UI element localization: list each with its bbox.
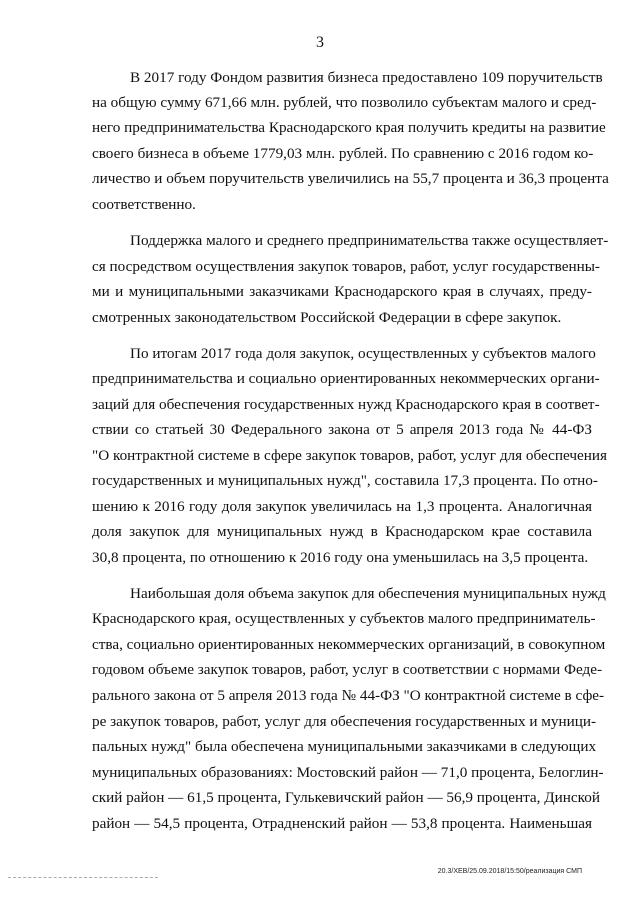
text-line: доля закупок для муниципальных нужд в Краснодарском крае составила — [92, 523, 592, 540]
text-line: ства, социально ориентированных некоммерческих организаций, в совокупном — [92, 636, 606, 653]
text-line: "О контрактной системе в сфере закупок товаров, работ, услуг для обеспечения — [92, 447, 608, 464]
scan-mark — [8, 877, 158, 880]
text-line: По итогам 2017 года доля закупок, осуществленных у субъектов малого — [130, 345, 596, 362]
text-line: своего бизнеса в объеме 1779,03 млн. рублей. По сравнению с 2016 годом ко- — [92, 145, 594, 162]
text-line: Краснодарского края, осуществленных у субъектов малого предприниматель- — [92, 610, 596, 627]
text-line: годовом объеме закупок товаров, работ, услуг в соответствии с нормами Феде- — [92, 661, 603, 678]
text-line: ми и муниципальными заказчиками Краснодарского края в случаях, преду- — [92, 283, 592, 300]
text-line: ре закупок товаров, работ, услуг для обеспечения государственных и муници- — [92, 713, 597, 730]
page-number: 3 — [316, 34, 324, 51]
text-line: В 2017 году Фондом развития бизнеса предоставлено 109 поручительств — [130, 69, 603, 86]
text-line: район — 54,5 процента, Отрадненский район — 53,8 процента. Наименьшая — [92, 815, 592, 832]
text-line: ский район — 61,5 процента, Гулькевичский район — 56,9 процента, Динской — [92, 789, 600, 806]
text-line: ся посредством осуществления закупок товаров, работ, услуг государственны- — [92, 258, 600, 275]
text-line: заций для обеспечения государственных нужд Краснодарского края в соответ- — [92, 396, 600, 413]
text-line: 30,8 процента, по отношению к 2016 году она уменьшилась на 3,5 процента. — [92, 549, 589, 566]
text-line: личество и объем поручительств увеличились на 55,7 процента и 36,3 процента — [92, 170, 609, 187]
text-line: государственных и муниципальных нужд", составила 17,3 процента. По отно- — [92, 472, 598, 489]
text-line: Наибольшая доля объема закупок для обеспечения муниципальных нужд — [130, 585, 606, 602]
text-line: муниципальных образованиях: Мостовский район — 71,0 процента, Белоглин- — [92, 764, 604, 781]
text-line: рального закона от 5 апреля 2013 года № 44-ФЗ "О контрактной системе в сфе- — [92, 687, 605, 704]
text-line: Поддержка малого и среднего предпринимательства также осуществляет- — [130, 232, 609, 249]
text-line: на общую сумму 671,66 млн. рублей, что позволило субъектам малого и сред- — [92, 94, 597, 111]
text-line: шению к 2016 году доля закупок увеличилась на 1,3 процента. Аналогичная — [92, 498, 592, 515]
text-line: смотренных законодательством Российской Федерации в сфере закупок. — [92, 309, 562, 326]
text-line: соответственно. — [92, 196, 196, 213]
text-line: предпринимательства и социально ориентированных некоммерческих органи- — [92, 370, 600, 387]
footer-code: 20.3/ХЕВ/25.09.2018/15:50/реализация СМП — [437, 868, 582, 875]
text-line: ствии со статьей 30 Федерального закона от 5 апреля 2013 года № 44-ФЗ — [92, 421, 592, 438]
text-line: него предпринимательства Краснодарского края получить кредиты на развитие — [92, 119, 606, 136]
text-line: пальных нужд" была обеспечена муниципальными заказчиками в следующих — [92, 738, 597, 755]
